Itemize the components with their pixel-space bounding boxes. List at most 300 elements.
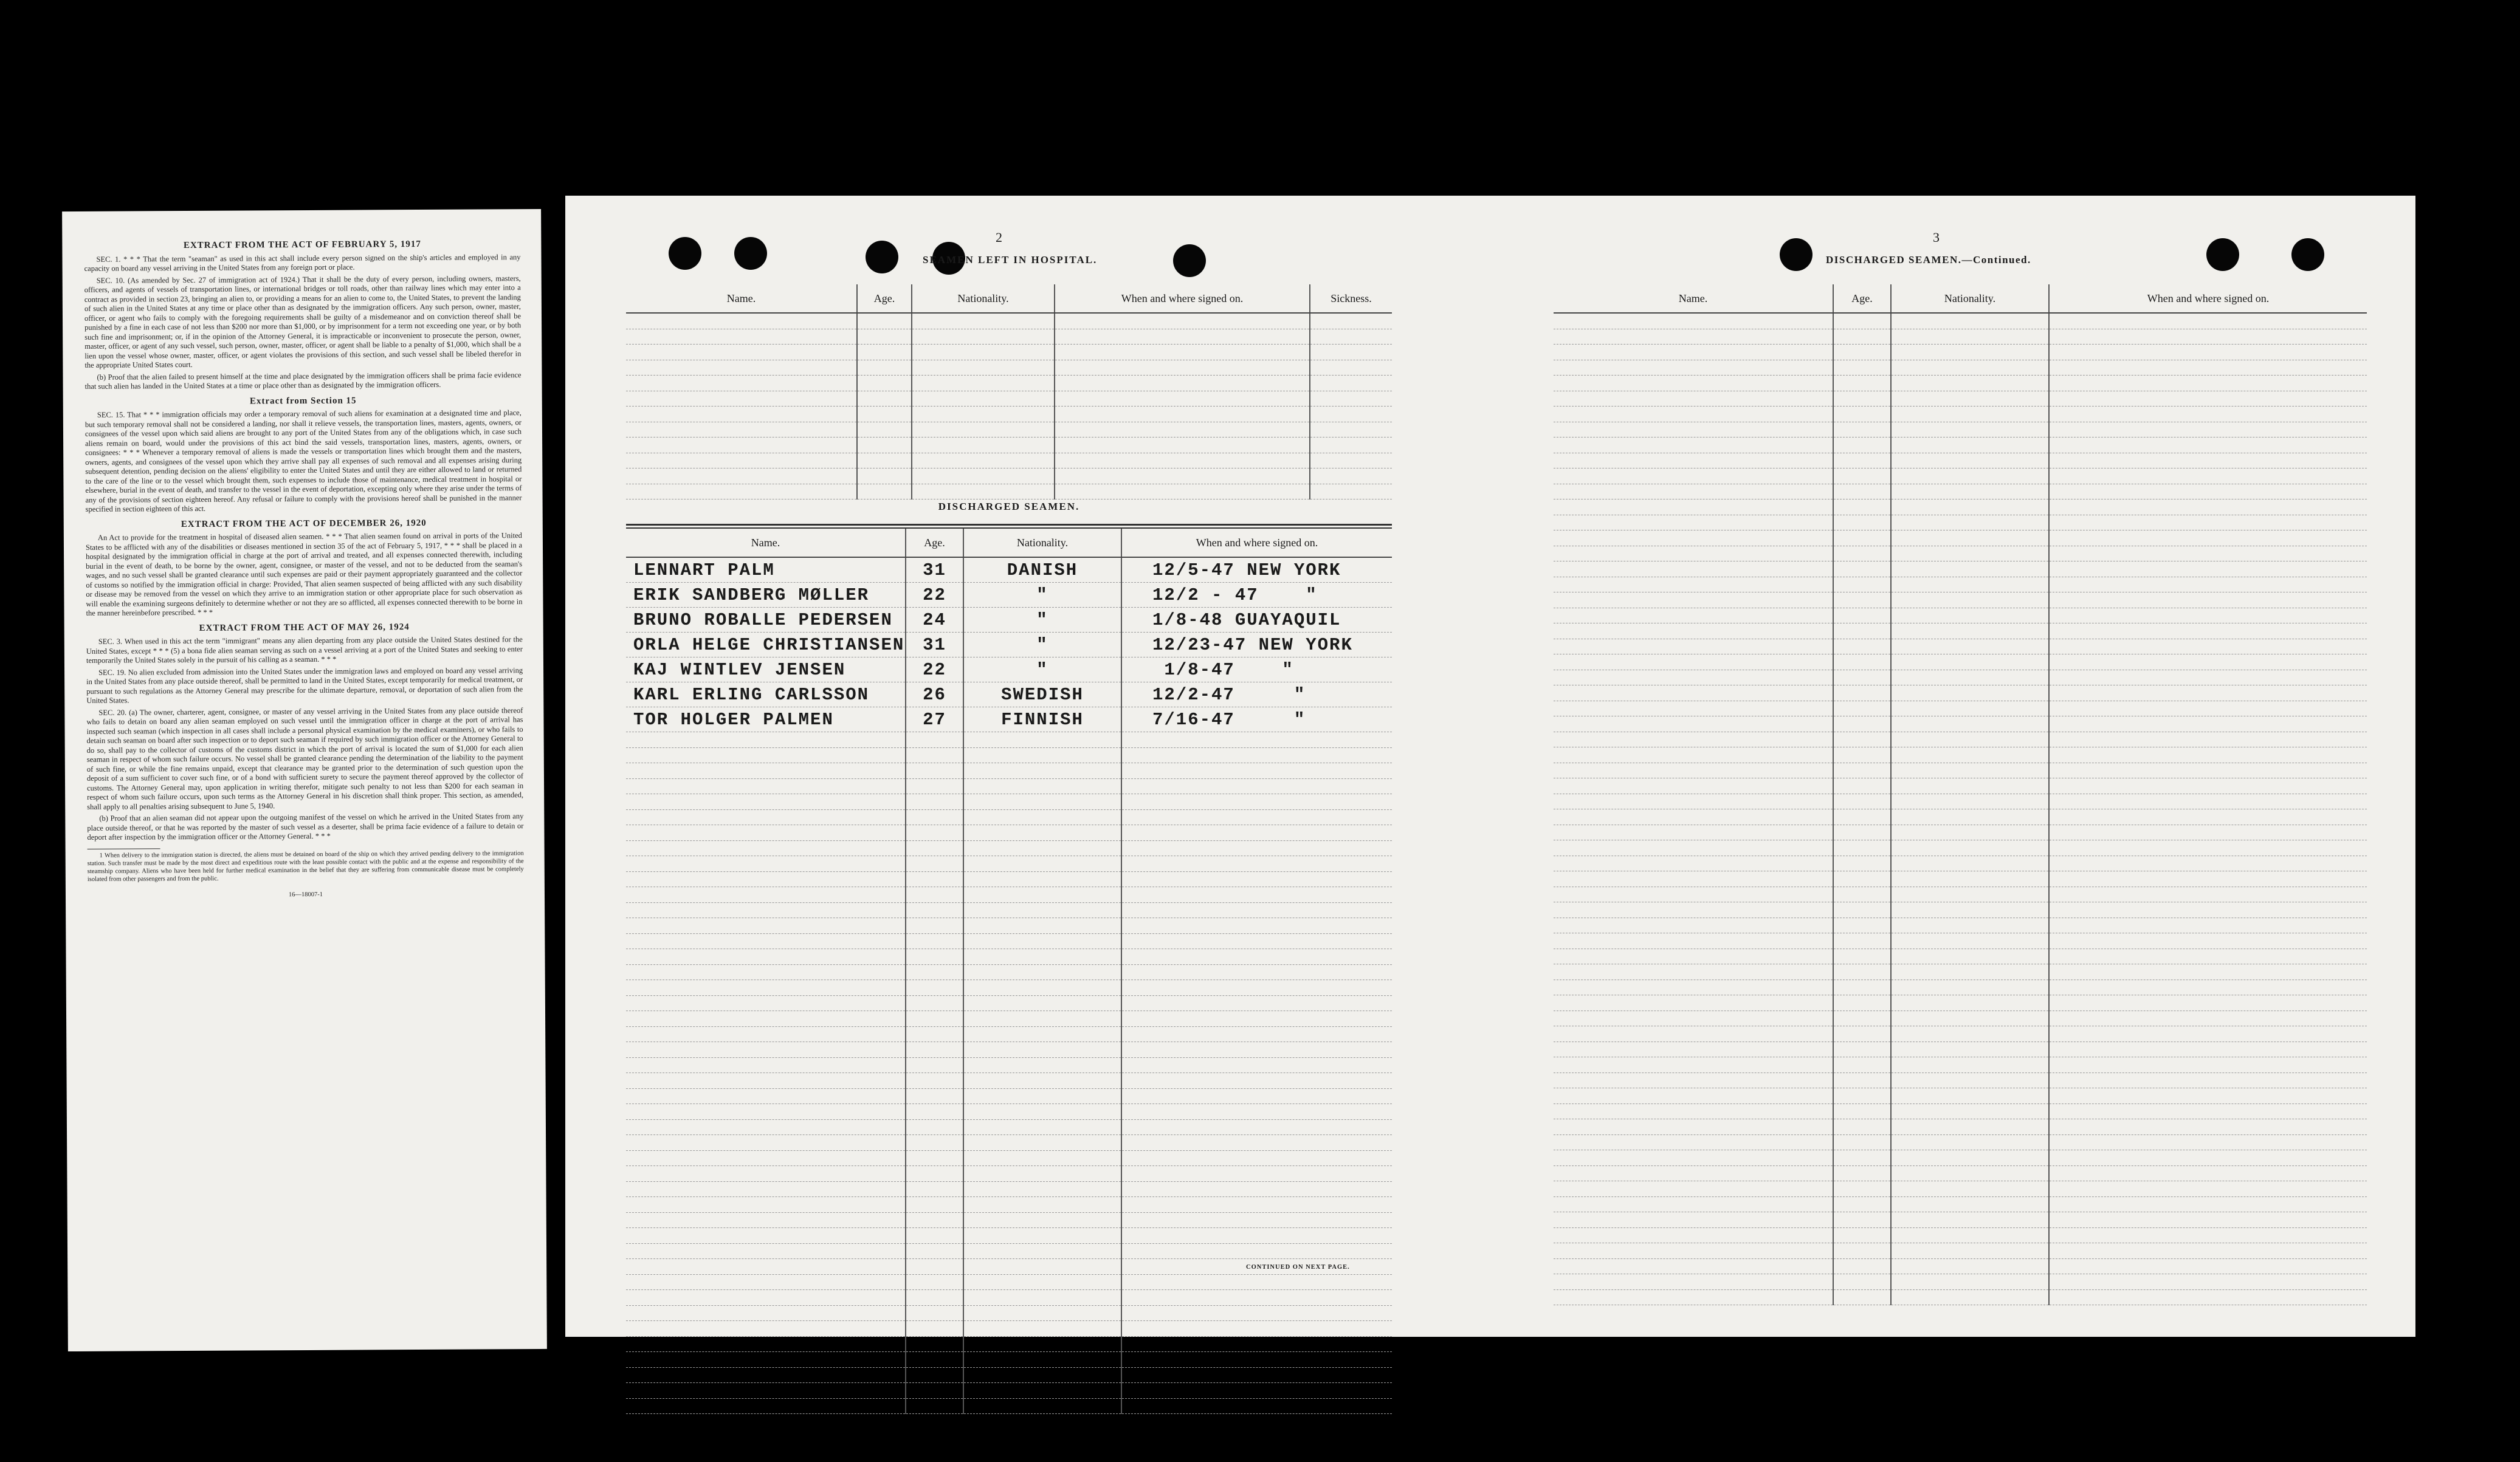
empty-cell (626, 1073, 906, 1089)
extract-heading: EXTRACT FROM THE ACT OF MAY 26, 1924 (199, 622, 410, 633)
empty-cell (626, 313, 857, 329)
empty-cell (963, 1042, 1121, 1058)
empty-cell (1891, 1072, 2049, 1088)
empty-cell (906, 856, 963, 872)
empty-cell (1891, 871, 2049, 887)
empty-cell (1891, 1088, 2049, 1104)
empty-cell (963, 1383, 1121, 1399)
empty-cell (1554, 515, 1833, 530)
empty-row (626, 1088, 1392, 1104)
empty-cell (857, 468, 912, 484)
empty-cell (906, 1274, 963, 1290)
empty-cell (1121, 902, 1392, 918)
empty-cell (912, 484, 1055, 499)
empty-cell (906, 825, 963, 841)
empty-cell (906, 933, 963, 949)
empty-row (626, 1135, 1392, 1151)
empty-row (1554, 685, 2367, 701)
empty-cell (2049, 484, 2367, 499)
column-header: Age. (857, 284, 912, 313)
empty-cell (906, 1011, 963, 1027)
punch-hole (2291, 238, 2324, 271)
empty-cell (1554, 391, 1833, 407)
seaman-signed: 1/8-47 " (1121, 657, 1392, 682)
empty-cell (2049, 453, 2367, 468)
empty-cell (1055, 391, 1310, 407)
empty-cell (906, 995, 963, 1011)
empty-cell (2049, 887, 2367, 902)
empty-row (626, 453, 1392, 468)
empty-cell (1891, 887, 2049, 902)
empty-cell (1891, 407, 2049, 422)
empty-cell (1833, 1072, 1891, 1088)
empty-cell (1833, 1181, 1891, 1197)
empty-row (1554, 1165, 2367, 1181)
empty-cell (1554, 825, 1833, 840)
extract-paragraph: SEC. 3. When used in this act the term "immigrant" means any alien departing from any place outside the United States destined for the United States, except * * * (5) a bona fide alien seaman serving as such on a vessel arriving at a port of the United States and seeking to enter temporarily the United States solely in the pursuit of his calling as a seaman. * * * (86, 635, 523, 665)
column-header: When and where signed on. (1121, 529, 1392, 557)
empty-row (1554, 515, 2367, 530)
empty-cell (1554, 1150, 1833, 1166)
empty-cell (626, 1398, 906, 1414)
empty-cell (1554, 1289, 1833, 1305)
empty-cell (626, 1057, 906, 1073)
continued-note: CONTINUED ON NEXT PAGE. (1246, 1264, 1350, 1271)
empty-cell (1833, 670, 1891, 685)
empty-cell (906, 778, 963, 794)
empty-cell (1121, 1383, 1392, 1399)
empty-cell (1833, 840, 1891, 856)
empty-row (626, 794, 1392, 810)
empty-cell (1055, 360, 1310, 376)
seaman-name: TOR HOLGER PALMEN (626, 707, 906, 732)
empty-cell (906, 1057, 963, 1073)
empty-cell (906, 918, 963, 934)
empty-cell (1891, 763, 2049, 778)
empty-row (626, 484, 1392, 499)
empty-cell (1891, 422, 2049, 438)
empty-cell (2049, 1227, 2367, 1243)
seaman-signed: 1/8-48 GUAYAQUIL (1121, 608, 1392, 633)
empty-row (1554, 1196, 2367, 1212)
seaman-signed: 12/2-47 " (1121, 682, 1392, 707)
empty-row (626, 980, 1392, 996)
empty-row (1554, 747, 2367, 763)
empty-row (626, 376, 1392, 391)
empty-cell (963, 763, 1121, 779)
empty-cell (906, 871, 963, 887)
empty-cell (626, 468, 857, 484)
empty-cell (1891, 747, 2049, 763)
empty-cell (1833, 825, 1891, 840)
empty-row (1554, 949, 2367, 964)
empty-row (1554, 546, 2367, 561)
empty-cell (906, 1119, 963, 1135)
empty-cell (857, 329, 912, 345)
empty-cell (1891, 701, 2049, 716)
empty-cell (2049, 515, 2367, 530)
empty-cell (626, 1243, 906, 1259)
empty-cell (1554, 623, 1833, 639)
empty-cell (2049, 313, 2367, 329)
empty-cell (857, 438, 912, 453)
empty-cell (2049, 376, 2367, 391)
empty-cell (1833, 716, 1891, 732)
empty-cell (963, 747, 1121, 763)
empty-cell (1833, 376, 1891, 391)
empty-cell (626, 1042, 906, 1058)
column-header: When and where signed on. (1055, 284, 1310, 313)
table-row (626, 583, 1392, 608)
empty-cell (626, 391, 857, 407)
empty-row (1554, 499, 2367, 515)
empty-cell (1310, 345, 1392, 360)
extract-heading: Extract from Section 15 (249, 396, 357, 406)
empty-cell (1833, 407, 1891, 422)
empty-cell (1310, 329, 1392, 345)
empty-cell (1055, 407, 1310, 422)
empty-cell (906, 964, 963, 980)
extract-paragraph: SEC. 15. That * * * immigration officials may order a temporary removal of such aliens for examination at a designated time and place, but such temporary removal shall not be considered a landing, nor shall it relieve vessels, the transportation lines, masters, agents, owners, or consignees of the vessel upon which said aliens are brought to any port of the United States from any of the obligations which, in case such aliens remain on board, would under the provisions of this act bind the said vessels, transportation lines, masters, agents, owners, or consignees: * * * Whenever a temporary removal of aliens is made the vessels or transportation lines which brought them and the masters, owners, agents, and consignees of the vessel upon which they arrive shall pay all expenses of such removal and all expenses arising during subsequent detention, pending decision on the aliens' eligibility to enter the United States and until they are either allowed to land or returned to the care of the line or to the vessel which brought them, such expenses to include those of maintenance, medical treatment in hospital or elsewhere, burial in the event of death, and transfer to the vessel in the event of deportation, excepting only where they arise under the terms of any of the provisions of section eighteen hereof. Any refusal or failure to comply with the provisions hereof shall be punished in the manner specified in section eighteen of this act. (84, 408, 522, 513)
empty-cell (906, 763, 963, 779)
seaman-name: ORLA HELGE CHRISTIANSEN (626, 633, 906, 657)
empty-cell (1833, 685, 1891, 701)
column-header: Name. (626, 284, 857, 313)
empty-cell (1554, 840, 1833, 856)
empty-row (626, 1243, 1392, 1259)
empty-cell (1891, 1103, 2049, 1119)
empty-row (626, 1352, 1392, 1368)
empty-cell (1891, 592, 2049, 608)
empty-cell (1554, 1196, 1833, 1212)
empty-cell (1554, 701, 1833, 716)
empty-cell (2049, 670, 2367, 685)
empty-cell (2049, 577, 2367, 592)
empty-cell (1833, 329, 1891, 345)
empty-cell (1891, 685, 2049, 701)
empty-cell (1121, 980, 1392, 996)
empty-cell (2049, 654, 2367, 670)
empty-cell (1833, 1134, 1891, 1150)
empty-row (1554, 1150, 2367, 1166)
empty-cell (912, 345, 1055, 360)
empty-cell (1121, 856, 1392, 872)
empty-cell (626, 1166, 906, 1182)
empty-cell (1891, 546, 2049, 561)
empty-cell (1891, 933, 2049, 949)
empty-row (626, 918, 1392, 934)
empty-cell (626, 1259, 906, 1275)
empty-cell (1121, 794, 1392, 810)
punch-hole (1780, 238, 1813, 271)
empty-cell (626, 1011, 906, 1027)
empty-cell (2049, 546, 2367, 561)
empty-cell (857, 391, 912, 407)
empty-cell (963, 794, 1121, 810)
empty-row (1554, 484, 2367, 499)
seaman-signed: 12/23-47 NEW YORK (1121, 633, 1392, 657)
empty-cell (2049, 964, 2367, 980)
empty-cell (963, 840, 1121, 856)
empty-cell (1554, 1165, 1833, 1181)
empty-cell (2049, 391, 2367, 407)
extract-heading: EXTRACT FROM THE ACT OF FEBRUARY 5, 1917 (183, 239, 421, 251)
empty-cell (963, 732, 1121, 748)
empty-cell (963, 1212, 1121, 1228)
empty-row (1554, 871, 2367, 887)
empty-cell (2049, 1165, 2367, 1181)
empty-cell (963, 1274, 1121, 1290)
empty-cell (2049, 1088, 2367, 1104)
empty-cell (912, 376, 1055, 391)
empty-cell (1554, 592, 1833, 608)
empty-row (626, 438, 1392, 453)
empty-row (1554, 794, 2367, 809)
empty-cell (1121, 747, 1392, 763)
empty-cell (1554, 856, 1833, 871)
seaman-name: ERIK SANDBERG MØLLER (626, 583, 906, 608)
empty-cell (1554, 561, 1833, 577)
empty-cell (906, 1336, 963, 1352)
empty-cell (1554, 577, 1833, 592)
empty-cell (963, 964, 1121, 980)
empty-cell (1554, 1026, 1833, 1042)
empty-cell (626, 747, 906, 763)
empty-row (626, 747, 1392, 763)
empty-cell (857, 422, 912, 438)
empty-cell (1121, 778, 1392, 794)
empty-cell (626, 980, 906, 996)
empty-cell (2049, 763, 2367, 778)
empty-row (626, 1383, 1392, 1399)
empty-cell (1554, 468, 1833, 484)
empty-cell (2049, 840, 2367, 856)
empty-cell (2049, 1196, 2367, 1212)
empty-cell (2049, 1103, 2367, 1119)
empty-cell (626, 1026, 906, 1042)
empty-cell (1554, 1119, 1833, 1135)
empty-row (1554, 1227, 2367, 1243)
empty-row (626, 345, 1392, 360)
empty-cell (1833, 980, 1891, 995)
empty-cell (1833, 1227, 1891, 1243)
seaman-signed: 7/16-47 " (1121, 707, 1392, 732)
empty-cell (1121, 1367, 1392, 1383)
empty-cell (1121, 840, 1392, 856)
empty-row (626, 1150, 1392, 1166)
empty-cell (912, 422, 1055, 438)
empty-cell (906, 1150, 963, 1166)
empty-row (1554, 654, 2367, 670)
empty-row (626, 1305, 1392, 1321)
empty-cell (2049, 608, 2367, 623)
empty-row (626, 1181, 1392, 1197)
empty-cell (1554, 778, 1833, 794)
empty-row (1554, 778, 2367, 794)
empty-cell (1554, 1057, 1833, 1073)
empty-cell (2049, 918, 2367, 933)
empty-cell (2049, 778, 2367, 794)
empty-cell (963, 1197, 1121, 1213)
column-header: Nationality. (1891, 284, 2049, 313)
empty-row (1554, 716, 2367, 732)
empty-cell (1554, 1258, 1833, 1274)
empty-cell (963, 1011, 1121, 1027)
empty-row (1554, 345, 2367, 360)
empty-cell (1121, 1150, 1392, 1166)
empty-row (626, 1197, 1392, 1213)
empty-cell (1121, 1026, 1392, 1042)
empty-cell (906, 1228, 963, 1244)
empty-cell (1891, 1196, 2049, 1212)
empty-cell (1891, 329, 2049, 345)
empty-cell (1891, 1057, 2049, 1073)
empty-cell (2049, 468, 2367, 484)
empty-cell (963, 887, 1121, 903)
empty-cell (2049, 1072, 2367, 1088)
empty-row (626, 422, 1392, 438)
empty-cell (626, 871, 906, 887)
empty-row (1554, 592, 2367, 608)
empty-cell (1310, 360, 1392, 376)
empty-cell (1554, 639, 1833, 654)
empty-cell (963, 1321, 1121, 1337)
empty-row (1554, 1212, 2367, 1228)
seaman-nationality: " (963, 657, 1121, 682)
empty-cell (963, 825, 1121, 841)
empty-cell (2049, 1011, 2367, 1026)
column-header: Nationality. (963, 529, 1121, 557)
empty-cell (1055, 484, 1310, 499)
empty-row (1554, 577, 2367, 592)
empty-cell (1891, 1119, 2049, 1135)
empty-cell (912, 453, 1055, 468)
empty-cell (1833, 763, 1891, 778)
empty-cell (1554, 345, 1833, 360)
empty-cell (626, 1135, 906, 1151)
empty-row (626, 902, 1392, 918)
discharged-section-title: DISCHARGED SEAMEN. (938, 501, 1080, 512)
empty-cell (906, 1166, 963, 1182)
empty-cell (1833, 313, 1891, 329)
empty-cell (1833, 499, 1891, 515)
punch-hole (1173, 244, 1206, 277)
empty-cell (2049, 949, 2367, 964)
section-divider (626, 524, 1392, 526)
empty-cell (963, 1243, 1121, 1259)
empty-cell (906, 1042, 963, 1058)
empty-cell (2049, 902, 2367, 918)
empty-cell (2049, 825, 2367, 840)
empty-cell (1121, 1321, 1392, 1337)
empty-cell (1121, 732, 1392, 748)
empty-cell (1833, 1258, 1891, 1274)
empty-row (626, 1104, 1392, 1120)
table-row (626, 657, 1392, 682)
empty-cell (1554, 964, 1833, 980)
empty-cell (1121, 1243, 1392, 1259)
punch-hole (866, 241, 898, 273)
empty-cell (1121, 1181, 1392, 1197)
empty-cell (1554, 716, 1833, 732)
empty-cell (1891, 809, 2049, 825)
hospital-table (626, 284, 1392, 499)
empty-cell (912, 329, 1055, 345)
empty-cell (2049, 623, 2367, 639)
empty-row (1554, 376, 2367, 391)
empty-cell (2049, 1258, 2367, 1274)
empty-cell (626, 1104, 906, 1120)
empty-cell (2049, 716, 2367, 732)
empty-cell (1121, 918, 1392, 934)
empty-cell (1833, 918, 1891, 933)
empty-cell (1891, 1042, 2049, 1057)
empty-cell (906, 1367, 963, 1383)
empty-cell (1891, 468, 2049, 484)
empty-row (1554, 1042, 2367, 1057)
empty-cell (906, 1243, 963, 1259)
empty-cell (1891, 980, 2049, 995)
empty-cell (857, 407, 912, 422)
empty-cell (1121, 1042, 1392, 1058)
manifest-sheet (565, 196, 2415, 1337)
empty-cell (1833, 1026, 1891, 1042)
extract-paragraph: SEC. 10. (As amended by Sec. 27 of immigration act of 1924.) That it shall be the duty of every person, including owners, masters, officers, and agents of vessels of transportation lines, or international bridges or toll roads, other than railway lines which may enter into a contract as provided in section 23, bringing an alien to, or providing a means for an alien to come to, the United States, to prevent the landing of such alien in the United States at any time or place other than as designated by the immigration officers. Any such person, owner, master, officer, or agent who fails to comply with the foregoing requirements shall be guilty of a misdemeanor and on conviction thereof shall be punished by a fine in each case of not less than $200 nor more than $1,000, or by imprisonment for a term not exceeding one year, or by both such fine and imprisonment; or, if in the opinion of the Attorney General, it is impracticable or inconvenient to prosecute the person, owner, master, officer, or agent of any such vessel, such person, owner, master, officer, or agent shall be liable to a penalty of $1,000, which shall be a lien upon the vessel whose owner, master, officer, or agent violates the provisions of this section, and such vessel shall be libeled therefor in the appropriate United States court. (84, 273, 522, 369)
empty-cell (1554, 1088, 1833, 1104)
empty-cell (1833, 747, 1891, 763)
empty-row (1554, 1181, 2367, 1197)
page-number: 3 (1933, 230, 1940, 245)
empty-cell (857, 345, 912, 360)
empty-cell (1554, 995, 1833, 1011)
empty-cell (963, 1119, 1121, 1135)
empty-cell (626, 329, 857, 345)
empty-cell (1891, 313, 2049, 329)
empty-cell (1055, 376, 1310, 391)
empty-cell (963, 1104, 1121, 1120)
empty-cell (906, 840, 963, 856)
empty-cell (1121, 1398, 1392, 1414)
empty-cell (1121, 1290, 1392, 1306)
empty-cell (1833, 1243, 1891, 1259)
empty-cell (626, 1212, 906, 1228)
empty-cell (626, 1181, 906, 1197)
empty-cell (626, 933, 906, 949)
empty-cell (1833, 639, 1891, 654)
empty-cell (626, 949, 906, 965)
empty-row (1554, 1274, 2367, 1290)
empty-cell (963, 1088, 1121, 1104)
empty-row (626, 1336, 1392, 1352)
empty-cell (912, 468, 1055, 484)
empty-cell (1833, 964, 1891, 980)
discharged-continued-title: DISCHARGED SEAMEN.—Continued. (1826, 254, 2031, 266)
empty-cell (906, 1181, 963, 1197)
empty-cell (1554, 949, 1833, 964)
empty-cell (2049, 345, 2367, 360)
empty-cell (906, 747, 963, 763)
seaman-nationality: FINNISH (963, 707, 1121, 732)
empty-cell (1554, 1042, 1833, 1057)
empty-cell (906, 980, 963, 996)
seaman-nationality: DANISH (963, 557, 1121, 583)
empty-cell (1833, 794, 1891, 809)
empty-cell (626, 453, 857, 468)
seaman-name: LENNART PALM (626, 557, 906, 583)
empty-cell (906, 794, 963, 810)
empty-cell (1833, 933, 1891, 949)
empty-cell (1833, 1011, 1891, 1026)
